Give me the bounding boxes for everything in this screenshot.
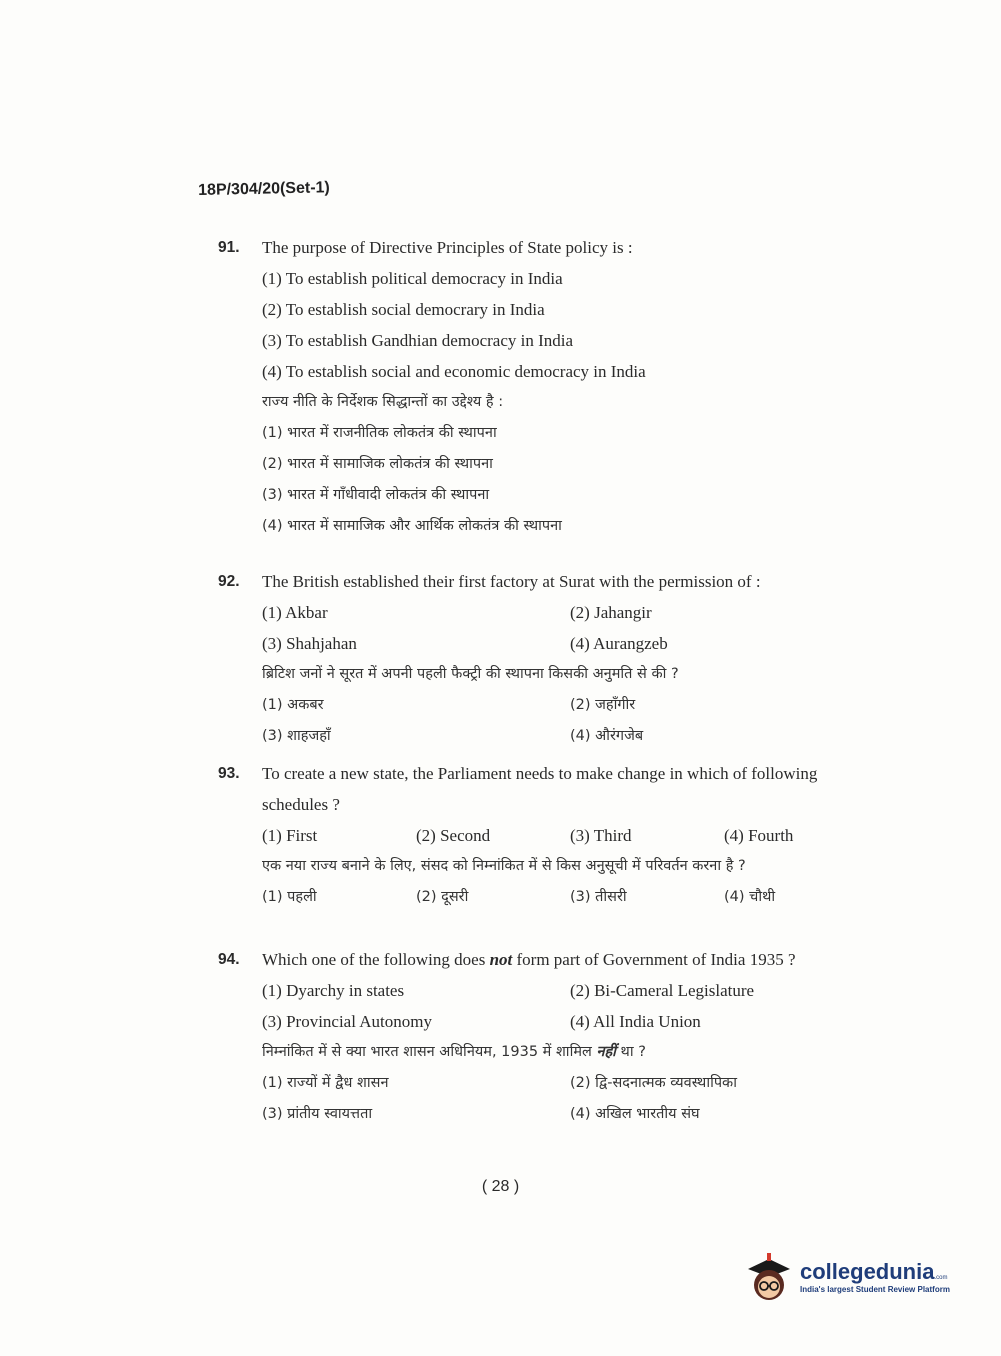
question-92 xyxy=(218,566,878,752)
option-en: (2) Second xyxy=(416,826,491,845)
mascot-icon xyxy=(742,1249,796,1303)
option-en: (1) Dyarchy in states xyxy=(262,981,405,1000)
question-number: 92. xyxy=(218,573,240,590)
option-en: (4) Aurangzeb xyxy=(570,634,668,653)
option-hi: (2) द्वि-सदनात्मक व्यवस्थापिका xyxy=(570,1075,737,1091)
option-hi: (4) चौथी xyxy=(724,889,776,905)
option-hi: (4) औरंगजेब xyxy=(570,728,644,744)
option-hi: (1) राज्यों में द्वैध शासन xyxy=(262,1075,389,1091)
emphasis-not: not xyxy=(489,950,513,969)
option-en: (2) Bi-Cameral Legislature xyxy=(570,981,755,1000)
collegedunia-logo[interactable] xyxy=(742,1249,950,1303)
question-91 xyxy=(218,232,818,542)
brand-suffix: .com xyxy=(934,1274,948,1281)
option-hi: (1) भारत में राजनीतिक लोकतंत्र की स्थापना xyxy=(262,425,497,441)
emphasis-nahin: नहीं xyxy=(596,1044,616,1060)
question-text-en: The purpose of Directive Principles of State policy is : xyxy=(262,238,633,257)
option-en: (2) Jahangir xyxy=(570,603,652,622)
question-text-en: Which one of the following does not form part of Government of India 1935 ? xyxy=(262,950,796,969)
option-hi: (4) भारत में सामाजिक और आर्थिक लोकतंत्र की स्थापना xyxy=(262,518,562,534)
option-en: (4) All India Union xyxy=(570,1012,701,1031)
option-en: (3) Third xyxy=(570,826,632,845)
question-93 xyxy=(218,758,878,913)
option-en: (4) To establish social and economic democracy in India xyxy=(262,362,646,381)
question-text-en: The British established their first factory at Surat with the permission of : xyxy=(262,572,761,591)
option-en: (4) Fourth xyxy=(724,826,794,845)
option-en: (2) To establish social democrary in India xyxy=(262,300,545,319)
option-hi: (3) तीसरी xyxy=(570,889,627,905)
option-hi: (3) प्रांतीय स्वायत्तता xyxy=(262,1106,373,1122)
option-hi: (2) भारत में सामाजिक लोकतंत्र की स्थापना xyxy=(262,456,493,472)
option-hi: (2) जहाँगीर xyxy=(570,697,636,713)
option-hi: (4) अखिल भारतीय संघ xyxy=(570,1106,700,1122)
option-hi: (1) अकबर xyxy=(262,697,324,713)
brand-tagline: India's largest Student Review Platform xyxy=(800,1284,950,1294)
question-text-hi: ब्रिटिश जनों ने सूरत में अपनी पहली फैक्ट्री की स्थापना किसकी अनुमति से की ? xyxy=(262,666,679,682)
option-hi: (3) शाहजहाँ xyxy=(262,728,331,744)
question-text-hi: राज्य नीति के निर्देशक सिद्धान्तों का उद्देश्य है : xyxy=(262,394,504,410)
option-en: (1) To establish political democracy in India xyxy=(262,269,563,288)
option-en: (3) Shahjahan xyxy=(262,634,357,653)
brand-name: collegedunia xyxy=(800,1258,935,1284)
option-en: (3) Provincial Autonomy xyxy=(262,1012,432,1031)
question-text-en: To create a new state, the Parliament needs to make change in which of following schedules ? xyxy=(262,764,818,814)
question-text-hi: एक नया राज्य बनाने के लिए, संसद को निम्नांकित में से किस अनुसूची में परिवर्तन करना है ? xyxy=(262,858,746,874)
option-hi: (1) पहली xyxy=(262,889,317,905)
option-en: (1) Akbar xyxy=(262,603,328,622)
question-number: 93. xyxy=(218,765,240,782)
question-number: 91. xyxy=(218,239,240,256)
option-en: (1) First xyxy=(262,826,318,845)
option-hi: (2) दूसरी xyxy=(416,889,469,905)
question-number: 94. xyxy=(218,951,240,968)
question-text-hi: निम्नांकित में से क्या भारत शासन अधिनियम, 1935 में शामिल नहीं था ? xyxy=(262,1044,646,1060)
option-en: (3) To establish Gandhian democracy in India xyxy=(262,331,574,350)
option-hi: (3) भारत में गाँधीवादी लोकतंत्र की स्थापना xyxy=(262,487,490,503)
page-number: ( 28 ) xyxy=(481,1178,520,1195)
paper-code: 18P/304/20(Set-1) xyxy=(198,179,330,199)
question-94 xyxy=(218,944,878,1130)
